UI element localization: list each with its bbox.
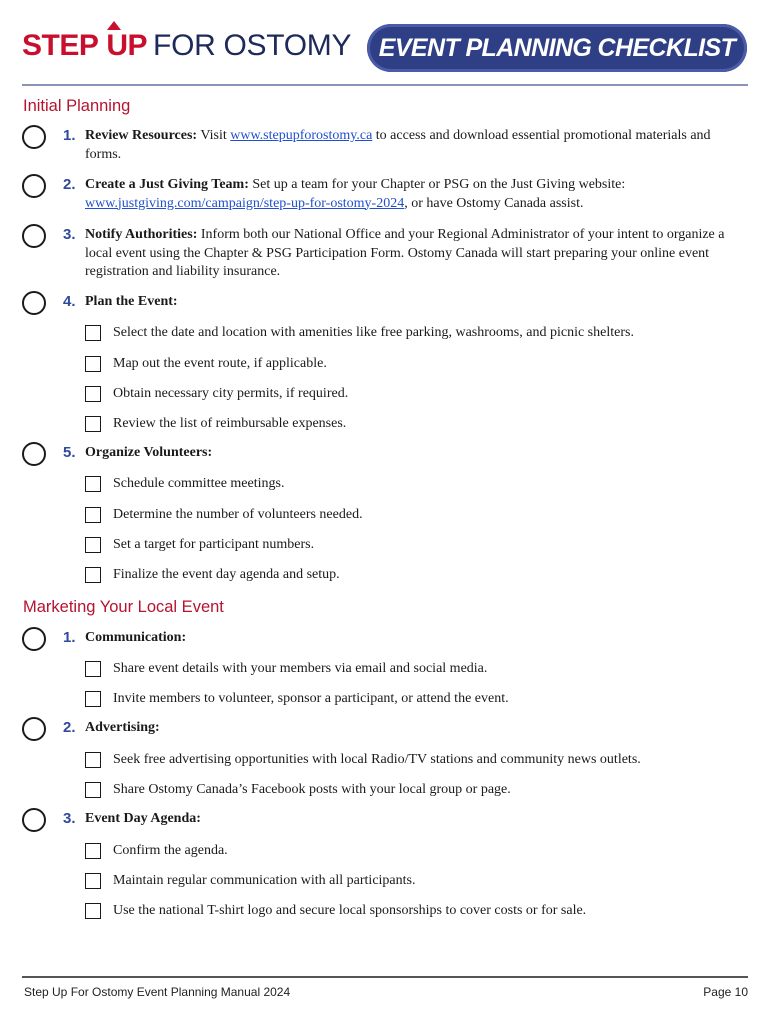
square-checkbox[interactable]	[85, 567, 101, 583]
circle-checkbox[interactable]	[22, 808, 46, 832]
square-checkbox[interactable]	[85, 537, 101, 553]
sub-item-label: Obtain necessary city permits, if required.	[113, 386, 349, 401]
square-checkbox[interactable]	[85, 903, 101, 919]
item-text	[85, 810, 750, 829]
item-number: 3.	[63, 226, 76, 243]
up-arrow-icon	[107, 21, 121, 30]
sub-checklist-item	[85, 567, 745, 587]
circle-checkbox[interactable]	[22, 442, 46, 466]
item-heading: Advertising:	[85, 720, 160, 735]
sub-checklist-item	[85, 843, 745, 863]
logo-up-text	[106, 29, 147, 63]
item-text	[85, 226, 750, 282]
sub-checklist-item	[85, 782, 745, 802]
item-number: 2.	[63, 176, 76, 193]
sub-checklist-item	[85, 873, 745, 893]
item-text	[85, 293, 750, 312]
sub-checklist-item	[85, 386, 745, 406]
sub-item-label: Schedule committee meetings.	[113, 476, 285, 491]
item-text	[85, 444, 750, 463]
sub-checklist-item	[85, 476, 745, 496]
section-title-initial-planning: Initial Planning	[23, 97, 131, 115]
justgiving-link[interactable]: www.justgiving.com/campaign/step-up-for-ostomy-2024	[85, 195, 405, 211]
item-number: 5.	[63, 444, 76, 461]
square-checkbox[interactable]	[85, 476, 101, 492]
square-checkbox[interactable]	[85, 752, 101, 768]
square-checkbox[interactable]	[85, 325, 101, 341]
item-text	[85, 127, 750, 164]
item-heading: Communication:	[85, 630, 187, 645]
section-title-marketing: Marketing Your Local Event	[23, 598, 224, 616]
sub-item-label: Select the date and location with amenities like free parking, washrooms, and picnic shelters.	[113, 325, 634, 340]
item-heading: Create a Just Giving Team:	[85, 177, 249, 192]
item-heading: Notify Authorities:	[85, 227, 198, 242]
item-body: to access and download essential promotional materials and forms.	[85, 128, 711, 162]
sub-item-label: Invite members to volunteer, sponsor a participant, or attend the event.	[113, 691, 509, 706]
circle-checkbox[interactable]	[22, 224, 46, 248]
sub-item-label: Review the list of reimbursable expenses.	[113, 416, 347, 431]
item-text	[85, 176, 750, 213]
square-checkbox[interactable]	[85, 691, 101, 707]
page-header	[22, 24, 748, 74]
sub-item-label: Seek free advertising opportunities with local Radio/TV stations and community news outlets.	[113, 752, 641, 767]
item-body: Visit	[197, 128, 231, 143]
item-heading: Review Resources:	[85, 128, 198, 143]
sub-item-label: Set a target for participant numbers.	[113, 537, 315, 552]
footer-divider	[22, 976, 748, 978]
stepupforostomy-link[interactable]: www.stepupforostomy.ca	[230, 128, 373, 143]
sub-checklist-item	[85, 661, 745, 681]
square-checkbox[interactable]	[85, 843, 101, 859]
item-body: , or have Ostomy Canada assist.	[404, 195, 584, 211]
sub-checklist-item	[85, 356, 745, 376]
square-checkbox[interactable]	[85, 661, 101, 677]
square-checkbox[interactable]	[85, 356, 101, 372]
sub-checklist-item	[85, 537, 745, 557]
circle-checkbox[interactable]	[22, 174, 46, 198]
sub-item-label: Share Ostomy Canada’s Facebook posts with your local group or page.	[113, 782, 511, 797]
item-body: Set up a team for your Chapter or PSG on the Just Giving website:	[248, 177, 626, 192]
circle-checkbox[interactable]	[22, 717, 46, 741]
item-number: 4.	[63, 293, 76, 310]
item-body: Inform both our National Office and your Regional Administrator of your intent to organize a local event using the Chapter & PSG Participation Form. Ostomy Canada will start preparing your online event registration and liability insurance.	[85, 227, 725, 279]
item-heading: Event Day Agenda:	[85, 811, 201, 826]
sub-checklist-item	[85, 325, 745, 345]
checklist-title-badge	[367, 24, 747, 72]
footer-manual-title: Step Up For Ostomy Event Planning Manual 2024	[24, 985, 291, 999]
sub-checklist-item	[85, 752, 745, 772]
square-checkbox[interactable]	[85, 416, 101, 432]
circle-checkbox[interactable]	[22, 125, 46, 149]
logo-up-label: UP	[106, 29, 148, 62]
header-divider	[22, 84, 748, 86]
item-number: 2.	[63, 719, 76, 736]
sub-checklist-item	[85, 903, 745, 923]
sub-item-label: Finalize the event day agenda and setup.	[113, 567, 340, 582]
item-heading: Plan the Event:	[85, 294, 178, 309]
step-up-for-ostomy-logo	[22, 29, 351, 69]
item-number: 1.	[63, 629, 76, 646]
sub-item-label: Confirm the agenda.	[113, 843, 228, 858]
item-text	[85, 629, 750, 648]
item-number: 3.	[63, 810, 76, 827]
sub-checklist-item	[85, 507, 745, 527]
logo-step-text: STEP	[22, 29, 99, 62]
circle-checkbox[interactable]	[22, 627, 46, 651]
sub-item-label: Use the national T-shirt logo and secure local sponsorships to cover costs or for sale.	[113, 903, 587, 918]
circle-checkbox[interactable]	[22, 291, 46, 315]
page-number: Page 10	[703, 985, 748, 999]
sub-checklist-item	[85, 691, 745, 711]
sub-item-label: Share event details with your members via email and social media.	[113, 661, 488, 676]
square-checkbox[interactable]	[85, 782, 101, 798]
sub-item-label: Determine the number of volunteers needed.	[113, 507, 363, 522]
square-checkbox[interactable]	[85, 386, 101, 402]
item-number: 1.	[63, 127, 76, 144]
item-heading: Organize Volunteers:	[85, 445, 213, 460]
sub-item-label: Maintain regular communication with all participants.	[113, 873, 416, 888]
item-text	[85, 719, 750, 738]
square-checkbox[interactable]	[85, 507, 101, 523]
square-checkbox[interactable]	[85, 873, 101, 889]
checklist-title: EVENT PLANNING CHECKLIST	[378, 33, 736, 62]
sub-checklist-item	[85, 416, 745, 436]
sub-item-label: Map out the event route, if applicable.	[113, 356, 327, 371]
logo-for-ostomy-text: FOR OSTOMY	[153, 29, 352, 62]
